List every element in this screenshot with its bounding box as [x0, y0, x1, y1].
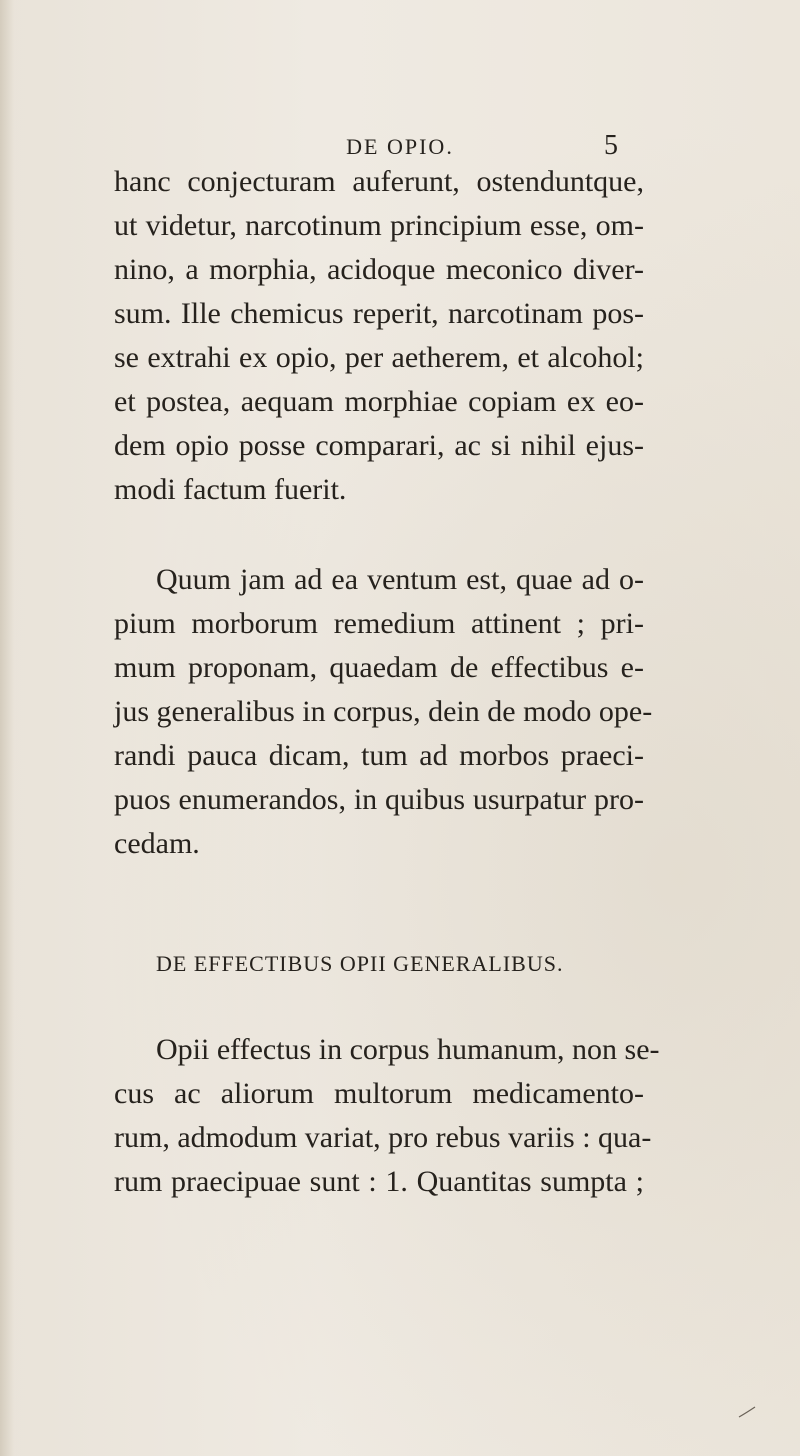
body-line: Opii effectus in corpus humanum, non se-	[156, 1033, 660, 1066]
body-line: puos enumerandos, in quibus usurpatur pro-	[114, 783, 644, 816]
body-line: ut videtur, narcotinum principium esse, om-	[114, 209, 644, 242]
body-line: jus generalibus in corpus, dein de modo ope-	[114, 695, 653, 728]
body-line: mum proponam, quaedam de effectibus e-	[114, 651, 644, 684]
body-line: et postea, aequam morphiae copiam ex eo-	[114, 385, 644, 418]
body-line: randi pauca dicam, tum ad morbos praeci-	[114, 739, 644, 772]
body-line: sum. Ille chemicus reperit, narcotinam pos-	[114, 297, 644, 330]
body-line: rum, admodum variat, pro rebus variis : qua-	[114, 1121, 652, 1154]
body-line: modi factum fuerit.	[114, 473, 347, 506]
body-line: dem opio posse comparari, ac si nihil ejus-	[114, 429, 644, 462]
body-line: nino, a morphia, acidoque meconico diver-	[114, 253, 644, 286]
running-head: DE OPIO.	[346, 134, 454, 159]
body-line: cedam.	[114, 827, 200, 860]
body-line: cus ac aliorum multorum medicamento-	[114, 1077, 644, 1110]
body-line: Quum jam ad ea ventum est, quae ad o-	[156, 563, 644, 596]
body-line: hanc conjecturam auferunt, ostenduntque,	[114, 165, 644, 198]
page-gutter-shadow	[0, 0, 14, 1456]
body-line: rum praecipuae sunt : 1. Quantitas sumpta ;	[114, 1165, 644, 1198]
page-number: 5	[604, 130, 618, 161]
body-line: pium morborum remedium attinent ; pri-	[114, 607, 644, 640]
body-line: se extrahi ex opio, per aetherem, et alcohol;	[114, 341, 644, 374]
page-header	[0, 86, 800, 161]
section-heading: DE EFFECTIBUS OPII GENERALIBUS.	[156, 951, 564, 976]
ink-mark-icon	[738, 1405, 756, 1419]
